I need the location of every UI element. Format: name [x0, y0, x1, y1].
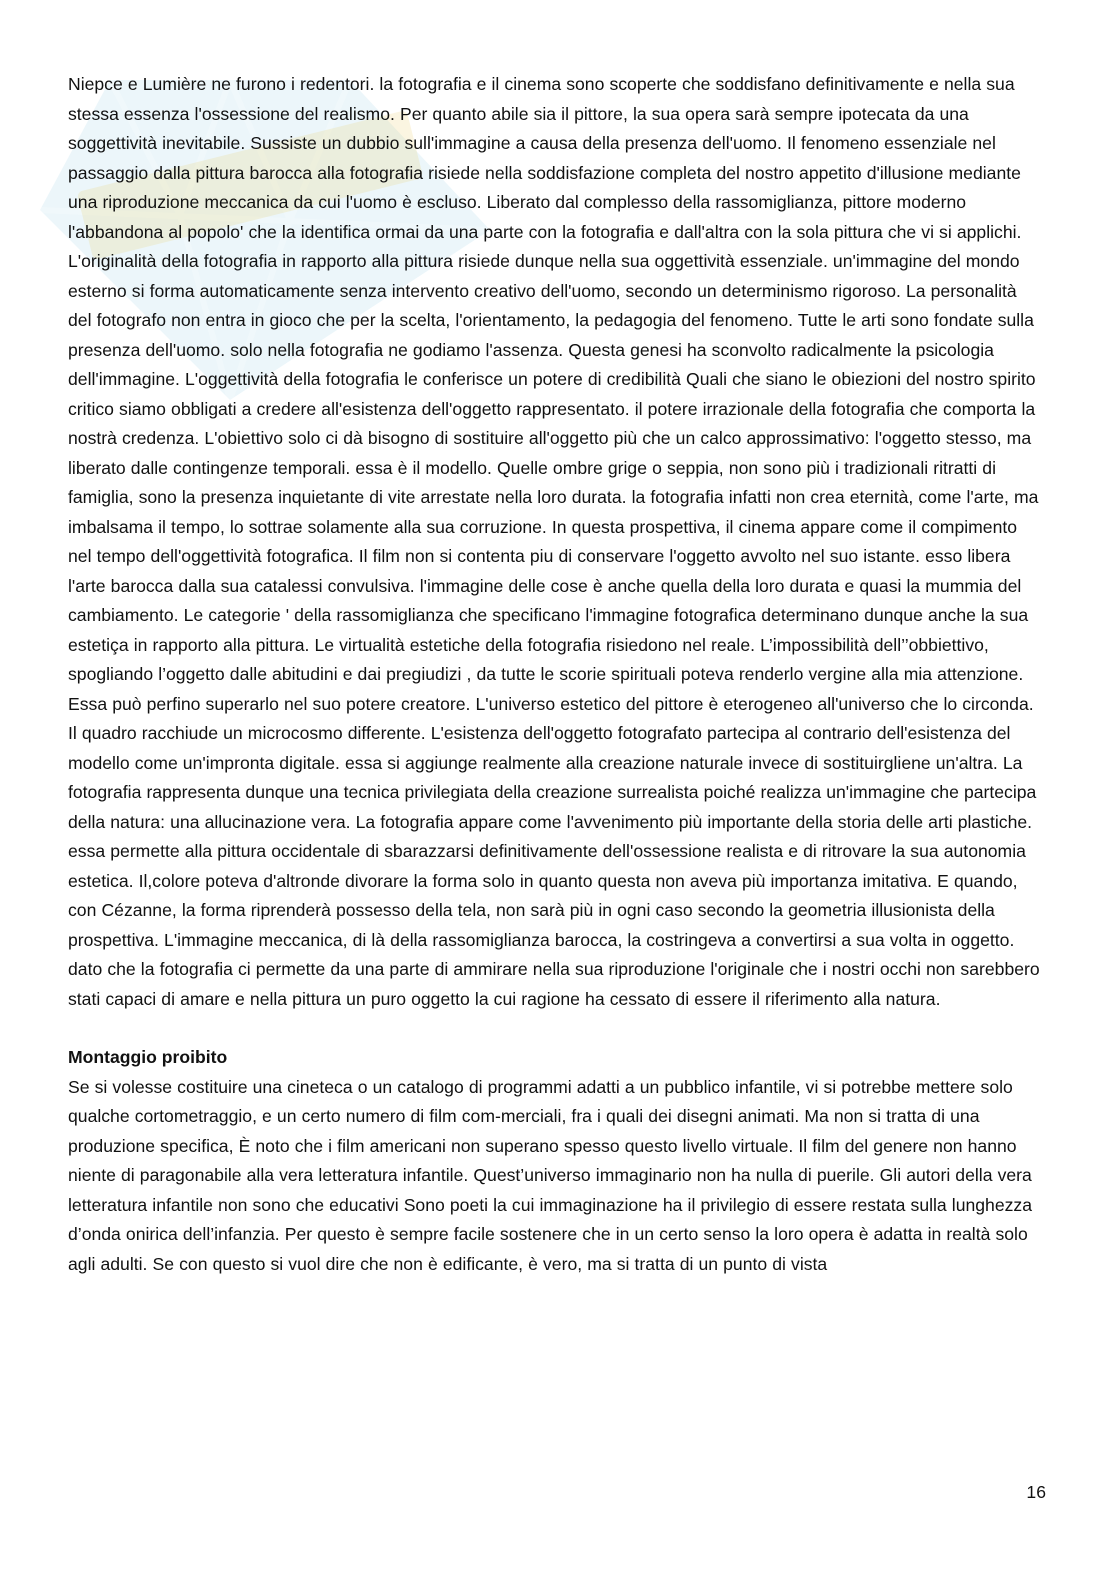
section-heading: Montaggio proibito — [68, 1047, 228, 1067]
page-number: 16 — [1026, 1482, 1046, 1502]
document-body — [68, 70, 1043, 1279]
body-paragraph: Niepce e Lumière ne furono i redentori. la fotografia e il cinema sono scoperte che soddisfano definitivamente e nella sua stessa essenza l'ossessione del realismo. Per quanto abile sia il pittore, la sua opera sarà sempre ipotecata da una soggettività inevitabile. Sussiste un dubbio sull'immagine a causa della presenza dell'uomo. Il fenomeno essenziale nel passaggio dalla pittura barocca alla fotografia risiede nella soddisfazione completa del nostro appetito d'illusione mediante una riproduzione meccanica da cui l'uomo è escluso. Liberato dal complesso della rassomiglianza, pittore moderno l'abbandona al popolo' che la identifica ormai da una parte con la fotografia e dall'altra con la sola pittura che vi si applichi. L'originalità della fotografia in rapporto alla pittura risiede dunque nella sua oggettività essenziale. un'immagine del mondo esterno si forma automaticamente senza intervento creativo dell'uomo, secondo un determinismo rigoroso. La personalità del fotografo non entra in gioco che per la scelta, l'orientamento, la pedagogia del fenomeno. Tutte le arti sono fondate sulla presenza dell'uomo. solo nella fotografia ne godiamo l'assenza. Questa genesi ha sconvolto radicalmente la psicologia dell'immagine. L'oggettività della fotografia le conferisce un potere di credibilità Quali che siano le obiezioni del nostro spirito critico siamo obbligati a credere all'esistenza dell'oggetto rappresentato. il potere irrazionale della fotografia che comporta la nostrà credenza. L'obiettivo solo ci dà bisogno di sostituire all'oggetto più che un calco approssimativo: l'oggetto stesso, ma liberato dalle contingenze temporali. essa è il modello. Quelle ombre grige o seppia, non sono più i tradizionali ritratti di famiglia, sono la presenza inquietante di vite arrestate nella loro durata. la fotografia infatti non crea eternità, come l'arte, ma imbalsama il tempo, lo sottrae solamente alla sua corruzione. In questa prospettiva, il cinema appare come il compimento nel tempo dell'oggettività fotografica. Il film non si contenta piu di conservare l'oggetto avvolto nel suo istante. esso libera l'arte barocca dalla sua catalessi convulsiva. l'immagine delle cose è anche quella della loro durata e quasi la mummia del cambiamento. Le categorie ' della rassomiglianza che specificano l'immagine fotografica determinano dunque anche la sua estetiça in rapporto alla pittura. Le virtualità estetiche della fotografia risiedono nel reale. L’impossibilità dell’’obbiettivo, spogliando l’oggetto dalle abitudini e dai pregiudizi , da tutte le scorie spirituali poteva renderlo vergine alla mia attenzione. Essa può perfino superarlo nel suo potere creatore. L'universo estetico del pittore è eterogeneo all'universo che lo circonda. Il quadro racchiude un microcosmo differente. L'esistenza dell'oggetto fotografato partecipa al contrario dell'esistenza del modello come un'impronta digitale. essa si aggiunge realmente alla creazione naturale invece di sostituirgliene un'altra. La fotografia rappresenta dunque una tecnica privilegiata della creazione surrealista poiché realizza un'immagine che partecipa della natura: una allucinazione vera. La fotografia appare come l'avvenimento più importante della storia delle arti plastiche. essa permette alla pittura occidentale di sbarazzarsi definitivamente dell'ossessione realista e di ritrovare la sua autonomia estetica. Il,colore poteva d'altronde divorare la forma solo in quanto questa non aveva più importanza imitativa. E quando, con Cézanne, la forma riprenderà possesso della tela, non sarà più in ogni caso secondo la geometria illusionista della prospettiva. L'immagine meccanica, di là della rassomiglianza barocca, la costringeva a convertirsi a sua volta in oggetto. dato che la fotografia ci permette da una parte di ammirare nella sua riproduzione l'originale che i nostri occhi non sarebbero stati capaci di amare e nella pittura un puro oggetto la cui ragione ha cessato di essere il riferimento alla natura. — [68, 74, 1040, 1009]
body-paragraph: Se si volesse costituire una cineteca o un catalogo di programmi adatti a un pubblico infantile, vi si potrebbe mettere solo qualche cortometraggio, e un certo numero di film com-merciali, fra i quali dei disegni animati. Ma non si tratta di una produzione specifica, È noto che i film americani non superano spesso questo livello virtuale. Il film del genere non hanno niente di paragonabile alla vera letteratura infantile. Quest’universo immaginario non ha nulla di puerile. Gli autori della vera letteratura infantile non sono che educativi Sono poeti la cui immaginazione ha il privilegio di essere restata sulla lunghezza d’onda onirica dell’infanzia. Per questo è sempre facile sostenere che in un certo senso la loro opera è adatta in realtà solo agli adulti. Se con questo si vuol dire che non è edificante, è vero, ma si tratta di un punto di vista — [68, 1076, 1033, 1274]
